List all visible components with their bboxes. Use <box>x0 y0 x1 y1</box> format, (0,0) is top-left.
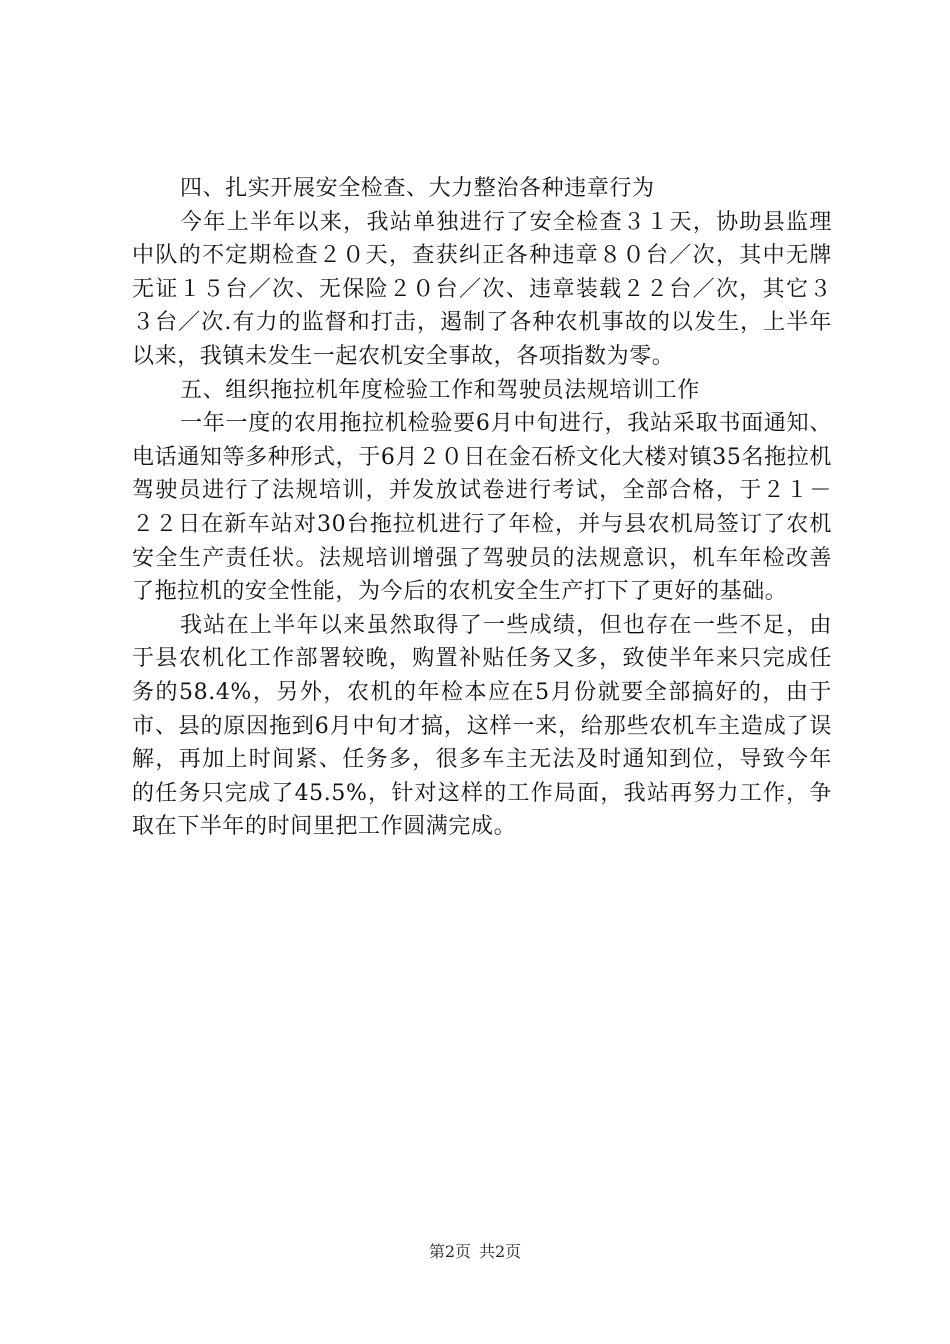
document-body <box>132 172 832 844</box>
section-heading-four: 四、扎实开展安全检查、大力整治各种违章行为 <box>180 176 655 201</box>
page-footer <box>0 1240 950 1264</box>
section-heading-five: 五、组织拖拉机年度检验工作和驾驶员法规培训工作 <box>180 377 700 403</box>
paragraph-summary: 我站在上半年以来虽然取得了一些成绩，但也存在一些不足，由于县农机化工作部署较晚，购置补贴任务又多，致使半年来只完成任务的58.4%，另外，农机的年检本应在5月份就要全部搞好的，由于市、县的原因拖到6月中旬才搞，这样一来，给那些农机车主造成了误解，再加上时间紧、任务多，很多车主无法及时通知到位，导致今年的任务只完成了45.5%，针对这样的工作局面，我站再努力工作，争取在下半年的时间里把工作圆满完成。 <box>132 612 832 840</box>
paragraph-tractor-inspection: 一年一度的农用拖拉机检验要6月中旬进行，我站采取书面通知、电话通知等多种形式，于6月２０日在金石桥文化大楼对镇35名拖拉机驾驶员进行了法规培训，并发放试卷进行考试，全部合格，于２１－２２日在新车站对30台拖拉机进行了年检，并与县农机局签订了农机安全生产责任状。法规培训增强了驾驶员的法规意识，机车年检改善了拖拉机的安全性能，为今后的农机安全生产打下了更好的基础。 <box>132 411 832 605</box>
page-number-total: 共2页 <box>479 1242 522 1261</box>
page-number-current: 第2页 <box>428 1242 471 1261</box>
paragraph-safety-inspection: 今年上半年以来，我站单独进行了安全检查３１天，协助县监理中队的不定期检查２０天，查获纠正各种违章８０台／次，其中无牌无证１５台／次、无保险２０台／次、违章装载２２台／次，其它３３台／次.有力的监督和打击，遏制了各种农机事故的以发生，上半年以来，我镇未发生一起农机安全事故，各项指数为零。 <box>132 209 832 369</box>
